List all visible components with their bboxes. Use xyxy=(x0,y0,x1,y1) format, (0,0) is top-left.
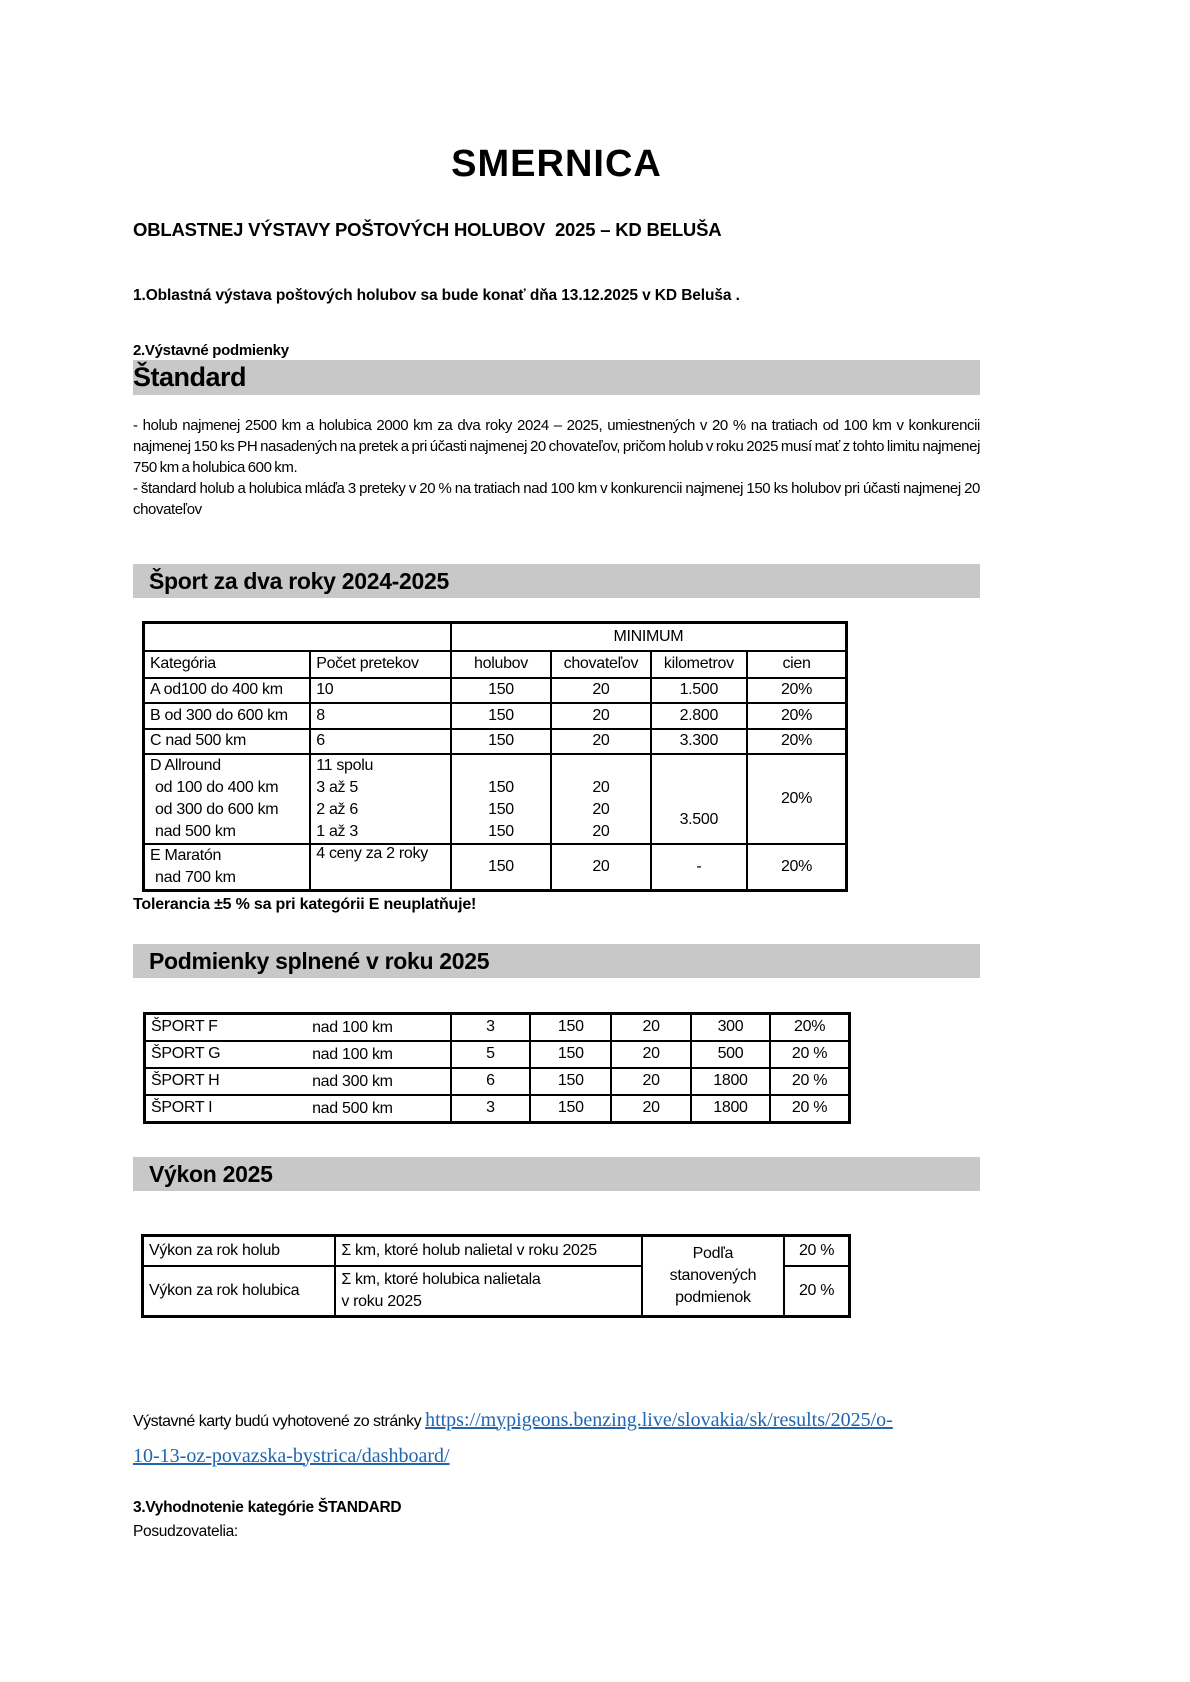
cell-vykon-desc: Σ km, ktoré holubica nalietala v roku 2025 xyxy=(335,1266,641,1317)
cell-distance: nad 100 km xyxy=(255,1013,451,1041)
cell-kilometrov: 3.500 xyxy=(651,754,747,844)
cell-chovatelov: 20 xyxy=(611,1041,690,1068)
table-row xyxy=(143,1235,850,1266)
cell-holubov: 150 xyxy=(451,844,551,891)
cell-chovatelov: 20 xyxy=(611,1068,690,1095)
cell-chovatelov: 20 xyxy=(551,678,650,703)
cell-holubov: 150 xyxy=(451,703,551,729)
cell-kilometrov: 1.500 xyxy=(651,678,747,703)
cell-holubov: 150 xyxy=(451,678,551,703)
cell-km: 300 xyxy=(691,1013,770,1041)
table-row xyxy=(144,844,847,891)
cell-minimum-header: MINIMUM xyxy=(451,623,847,651)
cell-distance: nad 100 km xyxy=(255,1041,451,1068)
tolerance-note: Tolerancia ±5 % sa pri kategórii E neuplatňuje! xyxy=(133,895,477,913)
section-heading-standard: Štandard xyxy=(133,360,980,395)
cell-cien: 20% xyxy=(747,844,846,891)
cell-cien: 20% xyxy=(747,729,846,754)
cell-km: 500 xyxy=(691,1041,770,1068)
judges-label: Posudzovatelia: xyxy=(133,1522,238,1540)
cell-empty xyxy=(144,623,451,651)
cell-distance: nad 500 km xyxy=(255,1095,451,1123)
results-link[interactable]: https://mypigeons.benzing.live/slovakia/sk/results/2025/o- 10-13-oz-povazska-bystrica/dashboard/ xyxy=(133,1408,893,1467)
col-header-cien: cien xyxy=(747,651,846,678)
col-header-chovatelov: chovateľov xyxy=(551,651,650,678)
cell-pct: 20 % xyxy=(784,1266,849,1317)
col-header-pocet: Počet pretekov xyxy=(310,651,451,678)
cell-chovatelov: 20 xyxy=(611,1095,690,1123)
cell-kilometrov: 3.300 xyxy=(651,729,747,754)
table-row xyxy=(144,623,847,651)
cell-kategoria: A od100 do 400 km xyxy=(144,678,311,703)
cell-distance: nad 300 km xyxy=(255,1068,451,1095)
table-podmienky xyxy=(143,1012,851,1124)
cell-count: 6 xyxy=(451,1068,530,1095)
cell-merged-conditions: Podľa stanovených podmienok xyxy=(642,1235,785,1316)
cell-kategoria: C nad 500 km xyxy=(144,729,311,754)
table-row xyxy=(144,729,847,754)
cell-kategoria: E Maratón nad 700 km xyxy=(144,844,311,891)
cell-pocet: 10 xyxy=(310,678,451,703)
cell-kilometrov: 2.800 xyxy=(651,703,747,729)
doc-subtitle: OBLASTNEJ VÝSTAVY POŠTOVÝCH HOLUBOV 2025 – KD BELUŠA xyxy=(133,219,722,240)
cell-sport-label: ŠPORT I xyxy=(145,1095,255,1123)
cell-cien: 20% xyxy=(747,703,846,729)
col-header-kategoria: Kategória xyxy=(144,651,311,678)
cell-count: 5 xyxy=(451,1041,530,1068)
cell-sport-label: ŠPORT H xyxy=(145,1068,255,1095)
cell-holubov: 150 xyxy=(530,1041,611,1068)
table-vykon xyxy=(141,1234,851,1318)
section-heading-sport: Šport za dva roky 2024-2025 xyxy=(133,564,980,598)
table-row xyxy=(145,1095,850,1123)
col-header-holubov: holubov xyxy=(451,651,551,678)
document-content xyxy=(133,0,980,1541)
standard-paragraph-1: - holub najmenej 2500 km a holubica 2000 km za dva roky 2024 – 2025, umiestnených v 20 % na tratiach od 100 km v konkurencii najmenej 150 ks PH nasadených na pretek a pri účasti najmenej 20 chovateľov, pričom holub v roku 2025 musí mať z tohto limitu najmenej 750 km a holubica 600 km. xyxy=(133,417,980,476)
cell-km: 1800 xyxy=(691,1068,770,1095)
cell-pocet: 6 xyxy=(310,729,451,754)
cell-cien: 20 % xyxy=(770,1068,849,1095)
cell-kategoria: D Allround od 100 do 400 km od 300 do 600 km nad 500 km xyxy=(144,754,311,844)
standard-paragraph-2: - štandard holub a holubica mláďa 3 preteky v 20 % na tratiach nad 100 km v konkurencii najmenej 150 ks holubov pri účasti najmenej 20 chovateľov xyxy=(133,480,980,518)
cell-count: 3 xyxy=(451,1095,530,1123)
table-row xyxy=(144,678,847,703)
cell-pocet: 11 spolu 3 až 5 2 až 6 1 až 3 xyxy=(310,754,451,844)
table-header-row xyxy=(144,651,847,678)
cell-holubov: 150 xyxy=(530,1013,611,1041)
table-row xyxy=(144,754,847,844)
cell-cien: 20 % xyxy=(770,1095,849,1123)
cell-cien: 20 % xyxy=(770,1041,849,1068)
cell-cien: 20% xyxy=(747,754,846,844)
table-row xyxy=(145,1013,850,1041)
doc-title: SMERNICA xyxy=(451,143,662,185)
section-point-3: 3.Vyhodnotenie kategórie ŠTANDARD xyxy=(133,1498,402,1516)
cell-sport-label: ŠPORT G xyxy=(145,1041,255,1068)
section-point-2: 2.Výstavné podmienky xyxy=(133,342,289,359)
cell-holubov: 150 xyxy=(530,1095,611,1123)
cell-pocet: 4 ceny za 2 roky xyxy=(310,844,451,891)
cell-vykon-label: Výkon za rok holubica xyxy=(143,1266,336,1317)
section-heading-podmienky: Podmienky splnené v roku 2025 xyxy=(133,944,980,978)
cell-cien: 20% xyxy=(747,678,846,703)
cell-pocet: 8 xyxy=(310,703,451,729)
table-row xyxy=(144,703,847,729)
cell-count: 3 xyxy=(451,1013,530,1041)
cell-chovatelov: 20 xyxy=(551,844,650,891)
cell-sport-label: ŠPORT F xyxy=(145,1013,255,1041)
cell-km: 1800 xyxy=(691,1095,770,1123)
col-header-kilometrov: kilometrov xyxy=(651,651,747,678)
cell-cien: 20% xyxy=(770,1013,849,1041)
cell-chovatelov: 20 xyxy=(551,703,650,729)
cell-holubov: 150 xyxy=(451,729,551,754)
cell-holubov: 150 150 150 xyxy=(451,754,551,844)
cards-paragraph xyxy=(133,1403,1033,1475)
intro-point-1: 1.Oblastná výstava poštových holubov sa bude konať dňa 13.12.2025 v KD Beluša . xyxy=(133,287,740,304)
cell-vykon-desc: Σ km, ktoré holub nalietal v roku 2025 xyxy=(335,1235,641,1266)
cell-vykon-label: Výkon za rok holub xyxy=(143,1235,336,1266)
cell-chovatelov: 20 xyxy=(551,729,650,754)
table-row xyxy=(145,1068,850,1095)
cell-pct: 20 % xyxy=(784,1235,849,1266)
cell-kilometrov: - xyxy=(651,844,747,891)
cell-chovatelov: 20 xyxy=(611,1013,690,1041)
table-sport xyxy=(142,621,848,892)
cell-holubov: 150 xyxy=(530,1068,611,1095)
cards-prefix-text: Výstavné karty budú vyhotovené zo stránky xyxy=(133,1412,426,1430)
cell-kategoria: B od 300 do 600 km xyxy=(144,703,311,729)
cell-chovatelov: 20 20 20 xyxy=(551,754,650,844)
table-row xyxy=(145,1041,850,1068)
section-heading-vykon: Výkon 2025 xyxy=(133,1157,980,1191)
